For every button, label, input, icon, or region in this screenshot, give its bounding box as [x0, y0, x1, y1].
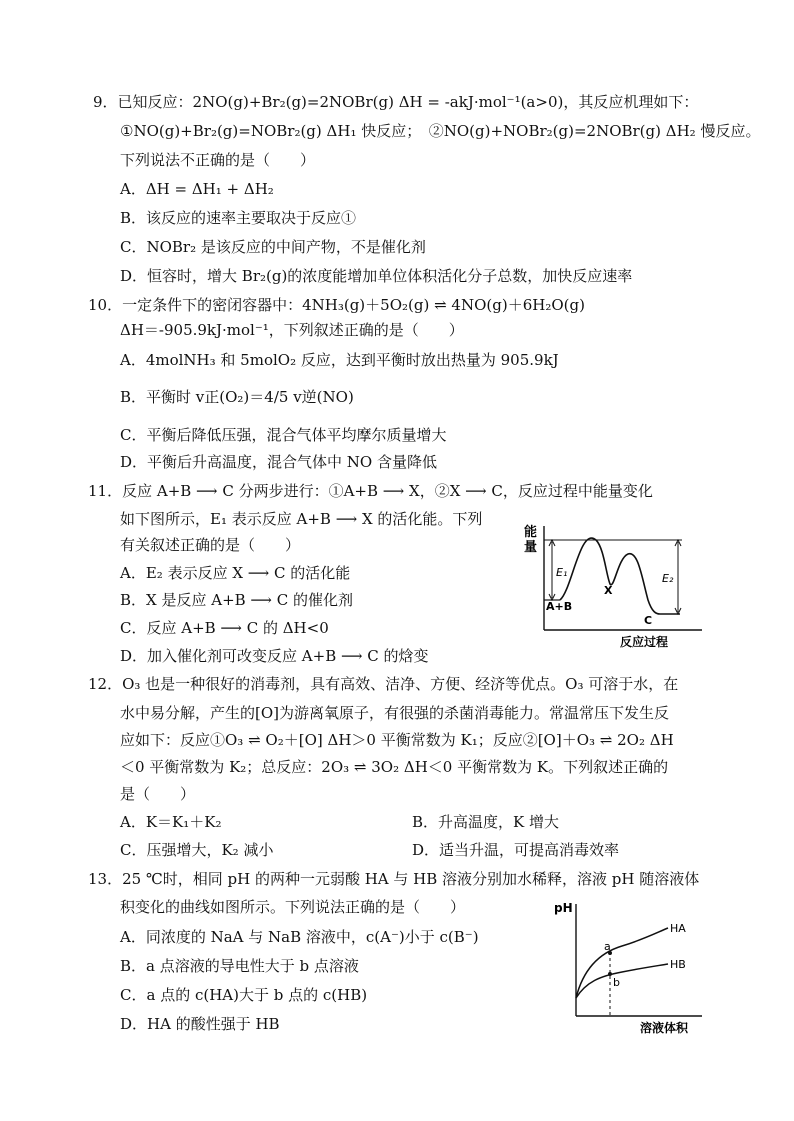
q12-line-1: 12．O₃ 也是一种很好的消毒剂，具有高效、洁净、方便、经济等优点。O₃ 可溶于水，在 — [88, 675, 679, 693]
q9-line-1: 9．已知反应：2NO(g)+Br₂(g)=2NOBr(g) ΔH = -akJ·mol⁻¹(a>0)，其反应机理如下： — [93, 93, 699, 111]
hb-curve — [576, 964, 668, 998]
q10-line-2: ΔH＝-905.9kJ·mol⁻¹，下列叙述正确的是（ ） — [120, 321, 464, 339]
q10-line-1: 10．一定条件下的密闭容器中：4NH₃(g)＋5O₂(g) ⇌ 4NO(g)＋6H₂O(g) — [88, 296, 585, 314]
q12-option-c: C．压强增大，K₂ 减小 — [120, 841, 274, 859]
q13-option-c: C．a 点的 c(HA)大于 b 点的 c(HB) — [120, 986, 368, 1004]
ab-label: A+B — [546, 600, 573, 613]
hb-label: HB — [670, 958, 686, 971]
q13-option-a: A．同浓度的 NaA 与 NaB 溶液中，c(A⁻)小于 c(B⁻) — [120, 928, 479, 946]
q9-option-c: C．NOBr₂ 是该反应的中间产物，不是催化剂 — [120, 238, 426, 256]
q12-line-5: 是（ ） — [120, 785, 196, 803]
q10-option-d: D．平衡后升高温度，混合气体中 NO 含量降低 — [120, 453, 437, 471]
q9-option-a: A．ΔH = ΔH₁ + ΔH₂ — [120, 180, 274, 198]
q11-line-3: 有关叙述正确的是（ ） — [120, 536, 301, 554]
q9-option-b: B．该反应的速率主要取决于反应① — [120, 209, 357, 227]
ha-label: HA — [670, 922, 686, 935]
q12-line-3: 应如下：反应①O₃ ⇌ O₂＋[O] ΔH＞0 平衡常数为 K₁；反应②[O]＋O₃ ⇌ 2O₂ ΔH — [120, 731, 674, 749]
q12-option-a: A．K＝K₁＋K₂ — [120, 813, 222, 831]
point-b-label: b — [613, 976, 620, 989]
q10-option-b: B．平衡时 v正(O₂)＝4/5 v逆(NO) — [120, 388, 354, 406]
energy-ylabel-2: 量 — [524, 540, 538, 555]
energy-ylabel-1: 能 — [524, 525, 538, 540]
ph-ylabel: pH — [554, 901, 573, 915]
e2-label: E₂ — [662, 572, 674, 585]
q12-line-4: ＜0 平衡常数为 K₂；总反应：2O₃ ⇌ 3O₂ ΔH＜0 平衡常数为 K。下列叙述正确的 — [120, 758, 669, 776]
c-label: C — [644, 614, 653, 627]
q13-option-d: D．HA 的酸性强于 HB — [120, 1015, 280, 1033]
q11-option-a: A．E₂ 表示反应 X ⟶ C 的活化能 — [120, 564, 351, 582]
q11-line-1: 11．反应 A+B ⟶ C 分两步进行：①A+B ⟶ X，②X ⟶ C，反应过程中能量变化 — [88, 482, 653, 500]
q11-option-d: D．加入催化剂可改变反应 A+B ⟶ C 的焓变 — [120, 647, 429, 665]
ph-xlabel: 溶液体积 — [640, 1021, 689, 1034]
ph-diagram — [552, 898, 712, 1034]
q9-option-d: D．恒容时，增大 Br₂(g)的浓度能增加单位体积活化分子总数，加快反应速率 — [120, 267, 633, 285]
q9-line-3: 下列说法不正确的是（ ） — [120, 151, 316, 169]
ha-curve — [576, 928, 668, 998]
q10-option-a: A．4molNH₃ 和 5molO₂ 反应，达到平衡时放出热量为 905.9kJ — [120, 351, 559, 369]
q10-option-c: C．平衡后降低压强，混合气体平均摩尔质量增大 — [120, 426, 447, 444]
q13-option-b: B．a 点溶液的导电性大于 b 点溶液 — [120, 957, 359, 975]
point-b-marker — [608, 972, 612, 976]
e1-label: E₁ — [556, 566, 568, 579]
q12-option-d: D．适当升温，可提高消毒效率 — [412, 841, 620, 859]
q11-option-c: C．反应 A+B ⟶ C 的 ΔH<0 — [120, 619, 329, 637]
energy-xlabel: 反应过程 — [620, 635, 669, 649]
x-label: X — [604, 584, 613, 597]
q12-line-2: 水中易分解，产生的[O]为游离氧原子，有很强的杀菌消毒能力。常温常压下发生反 — [120, 704, 670, 722]
q13-line-2: 积变化的曲线如图所示。下列说法正确的是（ ） — [120, 898, 466, 916]
q11-line-2: 如下图所示，E₁ 表示反应 A+B ⟶ X 的活化能。下列 — [120, 510, 483, 528]
energy-diagram — [520, 518, 710, 654]
q12-option-b: B．升高温度，K 增大 — [412, 813, 559, 831]
q13-line-1: 13．25 ℃时，相同 pH 的两种一元弱酸 HA 与 HB 溶液分别加水稀释，溶液 pH 随溶液体 — [88, 870, 700, 888]
q11-option-b: B．X 是反应 A+B ⟶ C 的催化剂 — [120, 591, 353, 609]
point-a-label: a — [604, 940, 611, 953]
q9-line-2: ①NO(g)+Br₂(g)=NOBr₂(g) ΔH₁ 快反应； ②NO(g)+NOBr₂(g)=2NOBr(g) ΔH₂ 慢反应。 — [120, 122, 761, 140]
